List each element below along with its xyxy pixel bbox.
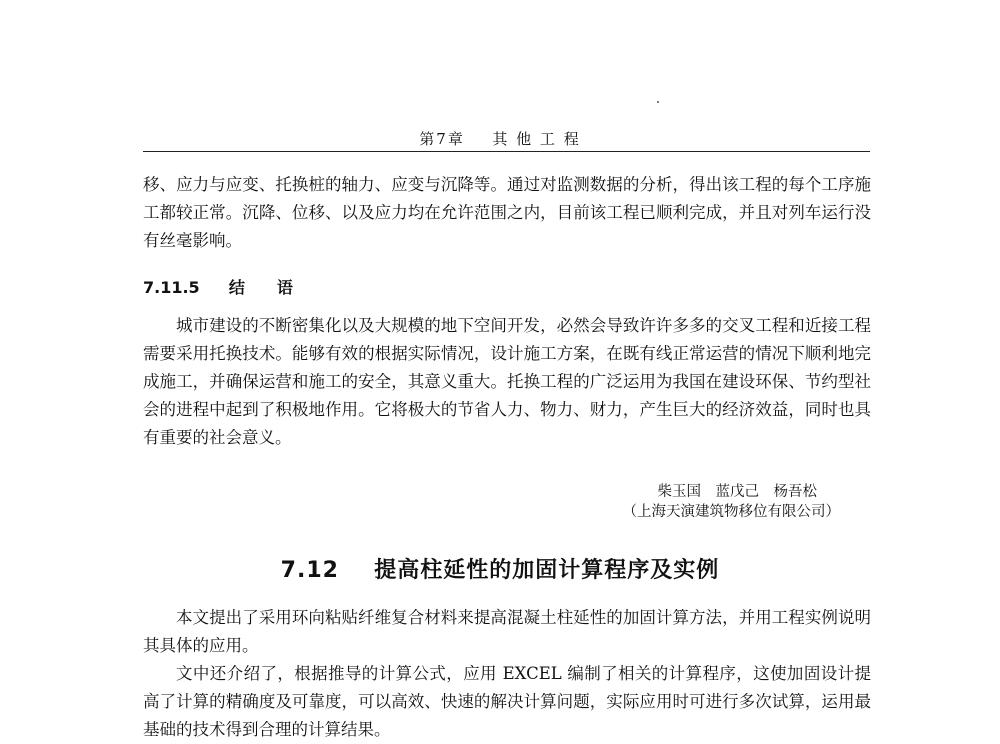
header-rule: [143, 151, 870, 152]
section-number: 7.11.5: [143, 278, 200, 297]
paragraph-conclusion: 城市建设的不断密集化以及大规模的地下空间开发，必然会导致许许多多的交叉工程和近接工程需要采用托换技术。能够有效的根据实际情况，设计施工方案，在既有线正常运营的情况下顺利地完成施工，并确保运营和施工的安全，其意义重大。托换工程的广泛运用为我国在建设环保、节约型社会的进程中起到了积极地作用。它将极大的节省人力、物力、财力，产生巨大的经济效益，同时也具有重要的社会意义。: [143, 316, 871, 447]
author-affiliation: （上海天演建筑物移位有限公司）: [622, 504, 840, 520]
author-names: 柴玉国 蓝戊己 杨吾松: [657, 484, 817, 500]
section-heading-conclusion: [143, 275, 293, 298]
new-section-number: 7.12: [280, 558, 339, 583]
section-title-7-12: [0, 553, 1000, 584]
section-title: 结 语: [228, 278, 293, 297]
chapter-number: 第7章: [419, 130, 465, 148]
paragraph-intro: 本文提出了采用环向粘贴纤维复合材料来提高混凝土柱延性的加固计算方法，并用工程实例说明其具体的应用。: [143, 608, 871, 655]
running-header: [0, 128, 1000, 149]
paragraph-monitoring: 移、应力与应变、托换桩的轴力、应变与沉降等。通过对监测数据的分析，得出该工程的每个工序施工都较正常。沉降、位移、以及应力均在允许范围之内，目前该工程已顺利完成，并且对列车运行没有丝毫影响。: [143, 175, 871, 250]
scan-speck: [657, 101, 659, 103]
new-section-title: 提高柱延性的加固计算程序及实例: [374, 558, 720, 583]
paragraph-excel: 文中还介绍了，根据推导的计算公式，应用 EXCEL 编制了相关的计算程序，这使加固设计提高了计算的精确度及可靠度，可以高效、快速的解决计算问题，实际应用时可进行多次试算，运用最基础的技术得到合理的计算结果。: [143, 664, 871, 739]
chapter-title: 其 他 工 程: [492, 130, 581, 148]
